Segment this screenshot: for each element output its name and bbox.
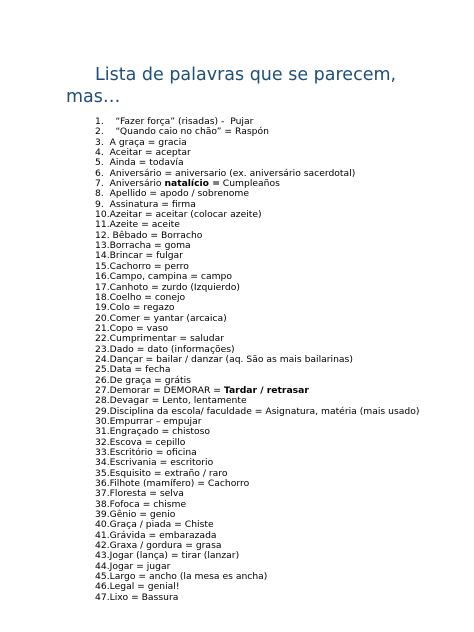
item-text: Aceitar = aceptar [109,147,191,159]
item-number: 7. [95,178,104,190]
list-item [95,272,419,282]
item-text: Filhote (mamífero) = Cachorro [109,478,250,490]
item-number: 6. [95,167,104,179]
item-number: 29. [95,405,110,417]
item-number: 36. [95,478,110,490]
item-text: Aniversário [109,178,165,190]
item-text: Disciplina da escola/ faculdade = Asignatura, matéria (mais usado) [109,405,420,417]
item-rest-text: Cumpleaños [219,178,280,190]
item-bold-text: natalício = [164,178,220,190]
item-text: Bêbado = Borracho [112,229,203,241]
item-text: De graça = grátis [109,374,191,386]
item-text: A graça = gracia [109,136,187,148]
item-text: Coelho = conejo [109,291,186,303]
list-item [95,303,419,313]
item-text: Brincar = fulgar [109,250,183,262]
item-number: 14. [95,250,110,262]
item-text: Jogar (lança) = tirar (lanzar) [109,550,240,562]
item-number: 16. [95,271,110,283]
item-number: 22. [95,333,110,345]
item-number: 26. [95,374,110,386]
list-item [95,334,419,344]
item-number: 17. [95,281,110,293]
list-item [95,593,419,603]
item-text: Grávida = embarazada [109,529,217,541]
item-text: Jogar = jugar [109,560,171,572]
item-text: Cachorro = perro [109,260,189,272]
item-number: 21. [95,322,110,334]
item-text: Azeite = aceite [109,219,180,231]
item-number: 19. [95,302,110,314]
item-number: 13. [95,240,110,252]
item-text: Demorar = DEMORAR = [109,384,224,396]
item-number: 40. [95,519,110,531]
item-number: 12. [95,229,110,241]
item-text: Floresta = selva [109,488,184,500]
item-text: Data = fecha [109,364,171,376]
item-number: 3. [95,136,104,148]
item-text: Devagar = Lento, lentamente [109,395,247,407]
item-number: 43. [95,550,110,562]
item-number: 31. [95,426,110,438]
item-number: 35. [95,467,110,479]
item-text: Escrivania = escritorio [109,457,214,469]
item-number: 34. [95,457,110,469]
item-number: 41. [95,529,110,541]
item-text: Largo = ancho (la mesa es ancha) [109,571,268,583]
item-number: 2. [95,126,104,138]
item-number: 15. [95,260,110,272]
item-number: 4. [95,147,104,159]
item-text: Lixo = Bassura [109,591,179,603]
item-number: 10. [95,209,110,221]
item-number: 30. [95,415,110,427]
item-text: Empurrar – empujar [109,415,202,427]
item-text: Graxa / gordura = grasa [109,540,222,552]
item-number: 25. [95,364,110,376]
item-text: Ainda = todavía [109,157,184,169]
item-number: 28. [95,395,110,407]
item-text: Aniversário = aniversario (ex. aniversário sacerdotal) [109,167,356,179]
item-number: 27. [95,384,110,396]
item-text: Canhoto = zurdo (Izquierdo) [109,281,240,293]
item-number: 23. [95,343,110,355]
item-number: 20. [95,312,110,324]
item-text: Cumprimentar = saludar [109,333,224,345]
item-text: Campo, campina = campo [109,271,233,283]
item-number: 24. [95,353,110,365]
item-number: 9. [95,198,104,210]
item-number: 8. [95,188,104,200]
item-number: 44. [95,560,110,572]
item-text: Apellido = apodo / sobrenome [109,188,250,200]
item-number: 11. [95,219,110,231]
item-number: 1. [95,116,104,127]
item-number: 18. [95,291,110,303]
item-number: 46. [95,581,110,593]
item-number: 38. [95,498,110,510]
item-text: Legal = genial! [109,581,180,593]
item-text: Colo = regazo [109,302,175,314]
item-text: Copo = vaso [109,322,169,334]
item-text: Borracha = goma [109,240,191,252]
item-number: 47. [95,591,110,603]
item-number: 42. [95,540,110,552]
item-number: 37. [95,488,110,500]
item-text: Comer = yantar (arcaica) [109,312,227,324]
item-text: Escritório = oficina [109,447,197,458]
item-text: Esquisito = extraño / raro [109,467,228,479]
item-text: Dado = dato (informações) [109,343,235,355]
item-number: 45. [95,571,110,583]
item-number: 39. [95,509,110,521]
item-text: Fofoca = chisme [109,498,187,510]
item-text: Graça / piada = Chiste [109,519,214,531]
item-text: “Quando caio no chão” = Raspón [115,126,269,138]
document-title: Lista de palavras que se parecem, mas… [66,65,397,107]
item-text: Gênio = genio [109,509,176,521]
item-number: 5. [95,157,104,169]
item-number: 33. [95,447,110,458]
item-bold-text: Tardar / retrasar [223,384,309,396]
word-list [95,117,419,603]
item-text: Dançar = bailar / danzar (aq. São as mais bailarinas) [109,353,353,365]
item-text: Azeitar = aceitar (colocar azeite) [109,209,262,221]
item-text: Escova = cepillo [109,436,186,448]
item-text: “Fazer força” (risadas) - Pujar [115,116,254,127]
item-text: Engraçado = chistoso [109,426,211,438]
item-number: 32. [95,436,110,448]
item-text: Assinatura = firma [109,198,196,210]
